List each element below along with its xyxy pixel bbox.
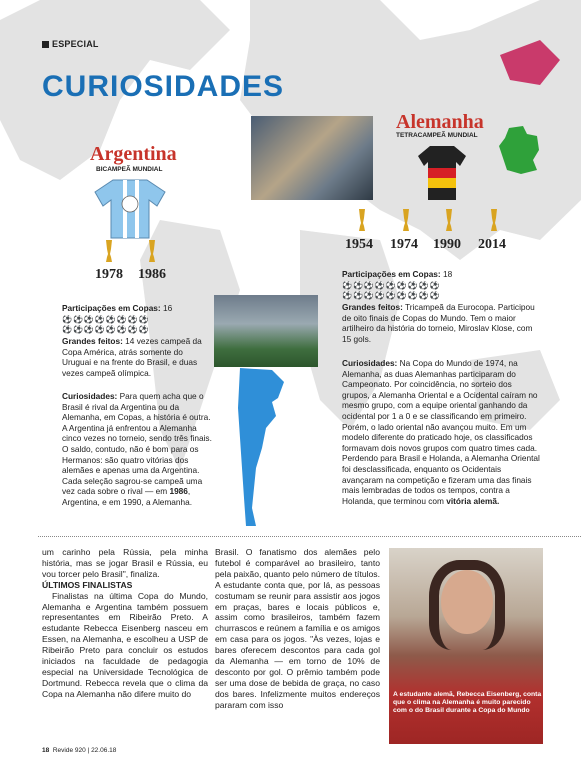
trophy-icon: [147, 240, 157, 262]
germany-ball-icons: ⚽⚽⚽⚽⚽⚽⚽⚽⚽ ⚽⚽⚽⚽⚽⚽⚽⚽⚽: [342, 281, 441, 300]
page-footer: 18 Revide 920 | 22.06.18: [42, 747, 117, 754]
germany-title: Alemanha: [396, 111, 484, 133]
title-year: 1990: [433, 237, 461, 252]
germany-feats: Grandes feitos: Tricampeã da Eurocopa. Participou de oito finais de Copas do Mundo. Tem o maior artilheiro da história do torneio, Miroslav Klose, com 15 gols.: [342, 302, 535, 344]
article-paragraph: Finalistas na última Copa do Mundo, Alemanha e Argentina também possuem representantes em Ribeirão Preto. A estudante Rebecca Eisenberg nasceu em Essen, na Alemanha, e escolheu a USP de Ribeirão Preto para concluir os estudos iniciados na faculdade de pedagogia especial na Universidade Tecnológica de Dortmund. Rebecca revela que o clima da Copa na Alemanha não difere muito do: [42, 590, 208, 699]
argentina-ball-icons: ⚽⚽⚽⚽⚽⚽⚽⚽ ⚽⚽⚽⚽⚽⚽⚽⚽: [62, 315, 150, 334]
article-paragraph: Brasil. O fanatismo dos alemães pelo futebol é comparável ao brasileiro, tanto pela paixão, quanto pelo número de títulos. A estudante conta que, por lá, as pessoas costumam se reunir para assistir aos jogos em praças, bares e locais públicos e, assim como brasileiros, também fazem churrascos e reúnem a família e os amigos em casa para os jogos. "Às vezes, lojas e bares oferecem descontos para cada gol da Alemanha — em torno de 10% de desconto por gol. O prêmio também pode ser uma dose de bebida de graça, no caso dos bares. Infelizmente muitos endereços pararam com isso: [215, 547, 380, 710]
article-column-2: [215, 547, 380, 711]
trophy-icon: [489, 209, 499, 231]
argentina-title: Argentina: [90, 143, 177, 165]
article-paragraph: um carinho pela Rússia, pela minha história, mas se jogar Brasil e Rússia, eu vou torcer pelo Brasil", finaliza.: [42, 547, 208, 579]
portrait-hair: [429, 560, 505, 650]
argentina-jersey-icon: [93, 178, 167, 240]
trophy-icon: [444, 209, 454, 231]
germany-map-icon: [499, 126, 541, 174]
title-year: 1978: [95, 267, 123, 282]
trophy-icon: [357, 209, 367, 231]
section-label: ESPECIAL: [42, 39, 99, 49]
trophy-icon: [401, 209, 411, 231]
title-year: 1954: [345, 237, 373, 252]
argentina-participations: Participações em Copas: 16: [62, 303, 173, 313]
argentina-feats: Grandes feitos: 14 vezes campeã da Copa América, atrás somente do Uruguai e na frente do Brasil, e duas vezes campeã olímpica.: [62, 336, 202, 378]
argentina-subtitle: BICAMPEÃ MUNDIAL: [96, 166, 163, 173]
germany-subtitle: TETRACAMPEÃ MUNDIAL: [396, 132, 478, 139]
title-year: 1974: [390, 237, 418, 252]
germany-curiosity: Curiosidades: Na Copa do Mundo de 1974, na Alemanha, as duas Alemanhas participaram do Campeonato. Por coincidência, no sorteio dos grupos, a Alemanha Oriental e a Ocidental caíram no mesmo grupo, com a equipe oriental ganhando da ocidental por 1 a 0 e se classificando em primeiro. Porém, o lado oriental não avançou muito. Em um modelo diferente do praticado hoje, os classificados formavam dois novos grupos com quatro times cada. Perdendo para Brasil e Holanda, a Alemanha Oriental foi desclassificada, enquanto os Ocidentais avançaram na competição e fizeram uma das finais mais lembradas de todos os tempos, contra a Holanda, que terminou com vitória alemã.: [342, 358, 540, 506]
title-year: 2014: [478, 237, 506, 252]
argentina-curiosity: Curiosidades: Para quem acha que o Brasil é rival da Argentina ou da Alemanha, em Copas, a história é outra. A Argentina já enfrentou a Alemanha cinco vezes no torneio, sendo três finais. O saldo, contudo, não é bom para os Hermanos: são quatro vitórias dos alemães e apenas uma da Argentina. Cada seleção sagrou-se campeã uma vez cada sobre o rival — em 1986, Argentina, e em 1990, a Alemanha.: [62, 391, 212, 507]
germany-jersey-icon: [416, 144, 468, 202]
trophy-celebration-photo: [251, 116, 373, 200]
title-year: 1986: [138, 267, 166, 282]
section-divider: [38, 536, 581, 537]
article-column-1: [42, 547, 208, 700]
germany-participations: Participações em Copas: 18: [342, 269, 453, 279]
page-title: CURIOSIDADES: [42, 70, 285, 103]
trophy-icon: [104, 240, 114, 262]
article-subhead: ÚLTIMOS FINALISTAS: [42, 579, 133, 590]
argentina-map-icon: [232, 368, 290, 528]
photo-caption: A estudante alemã, Rebecca Eisenberg, conta que o clima na Alemanha é muito parecido com o do Brasil durante a Copa do Mundo: [393, 691, 542, 715]
handshake-photo: [214, 295, 318, 367]
